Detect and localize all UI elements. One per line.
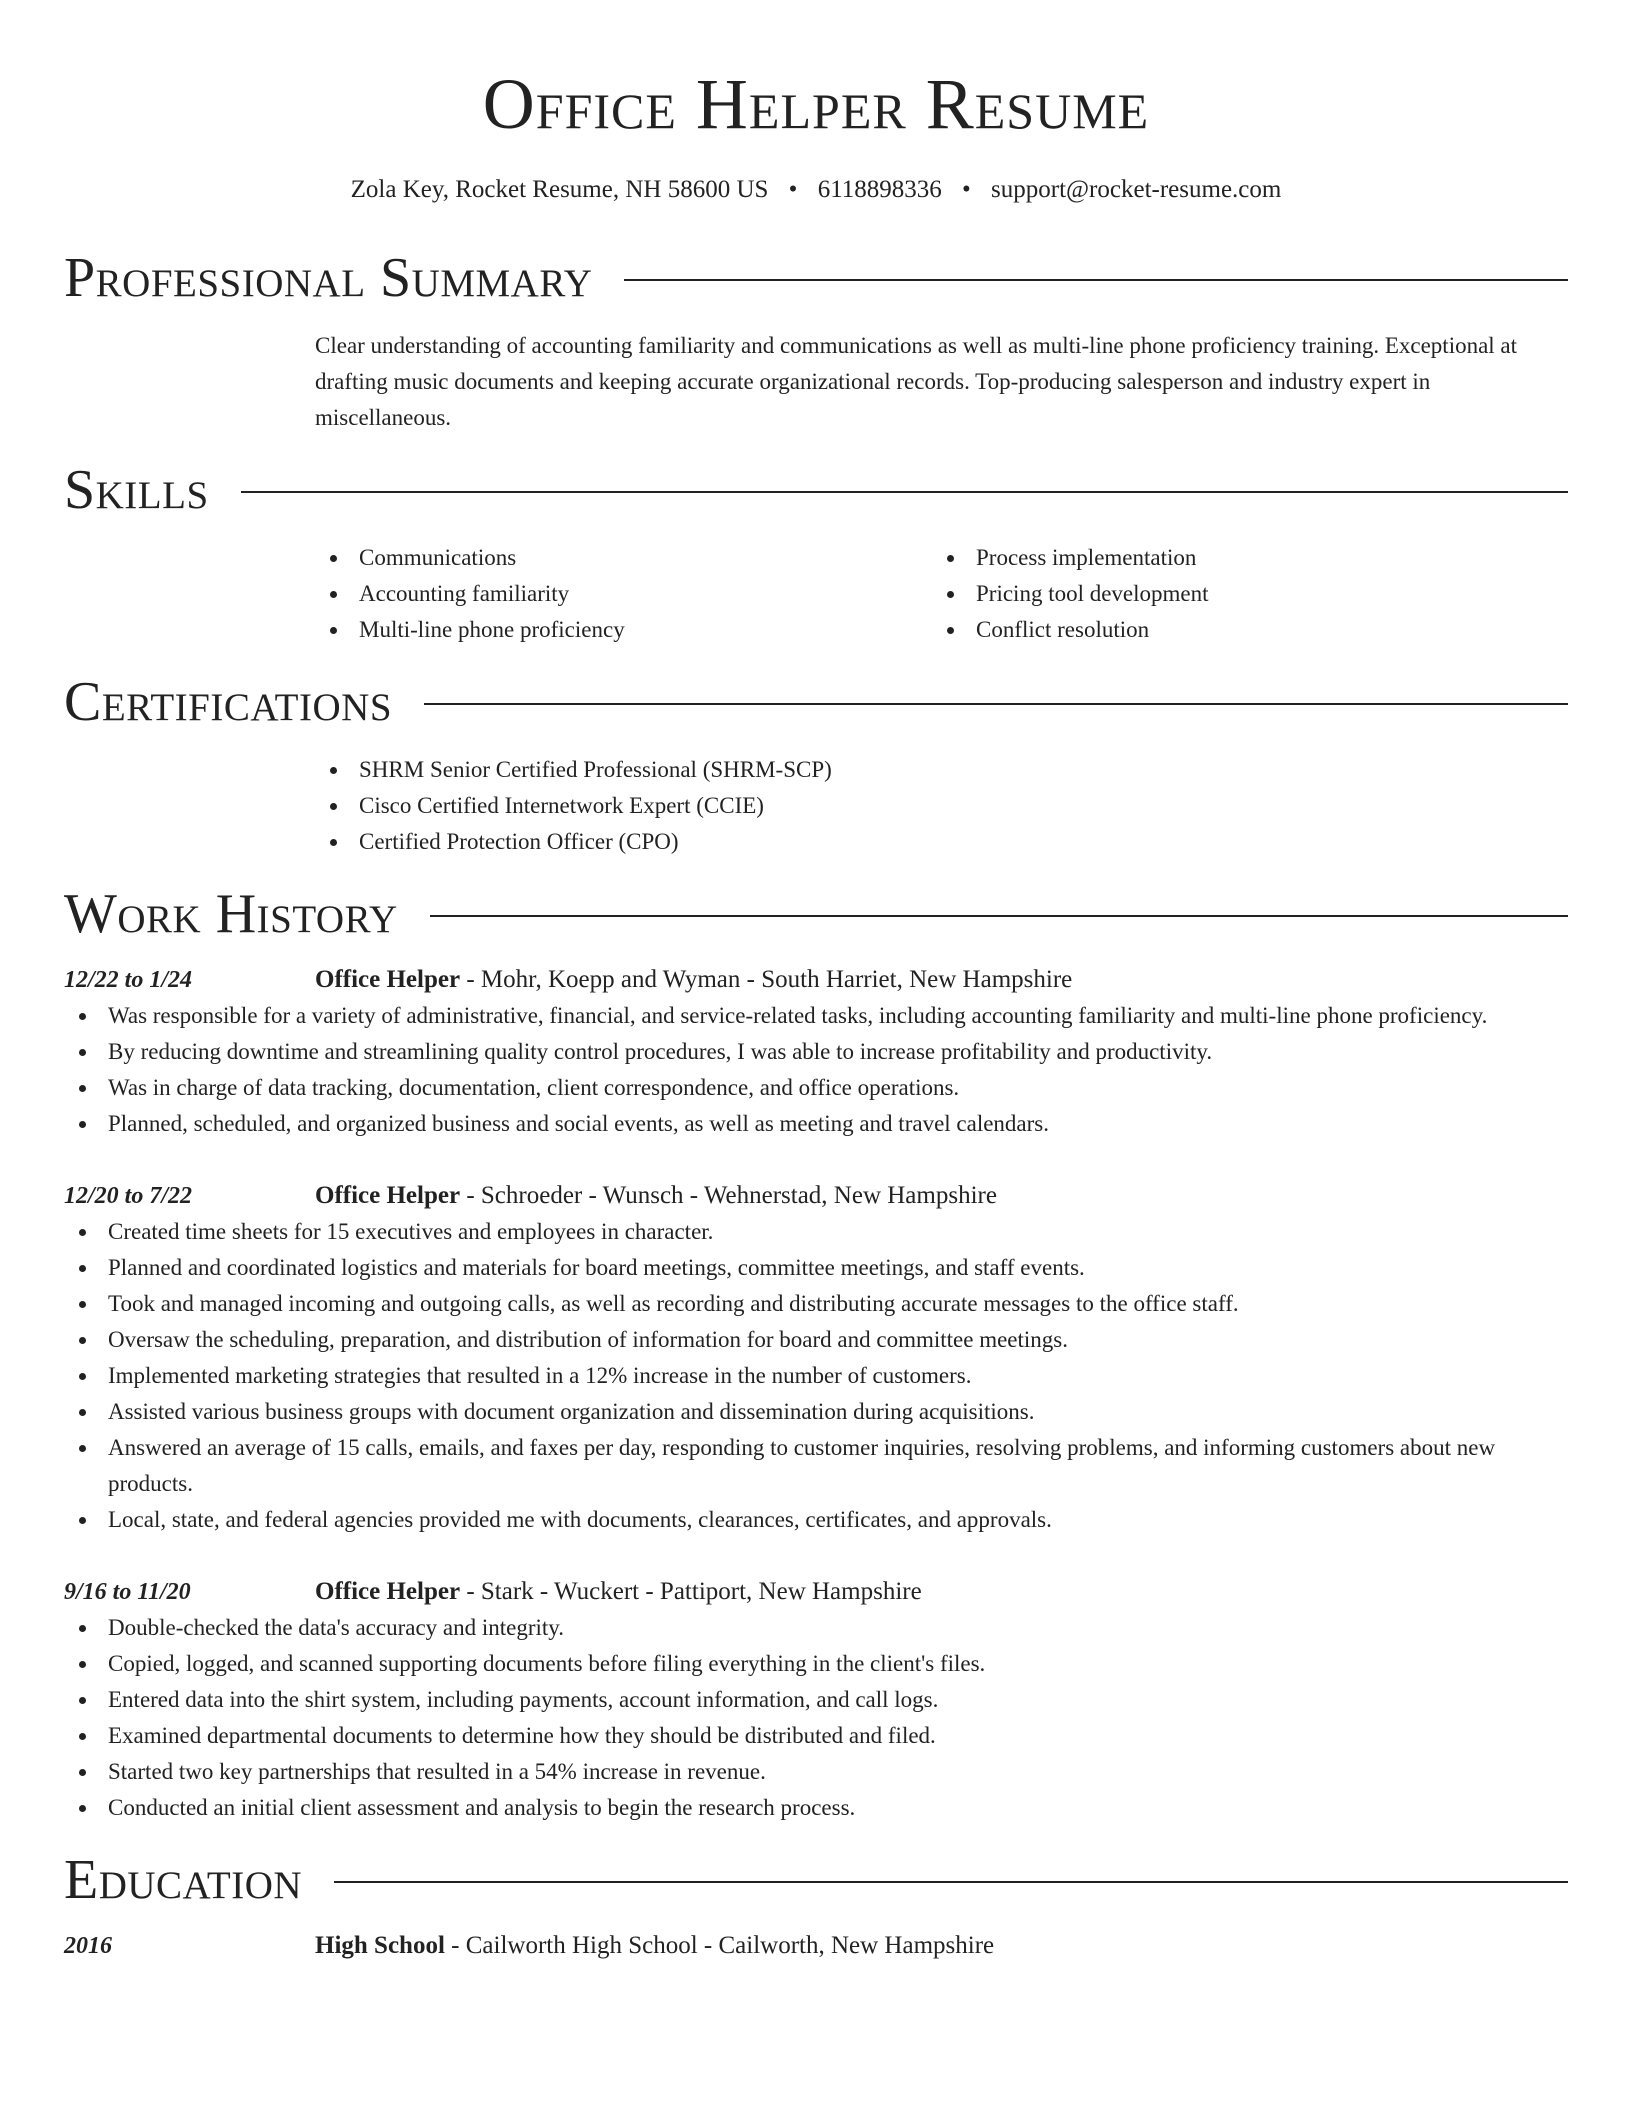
- job-bullet-text: Conducted an initial client assessment and analysis to begin the research process.: [108, 1795, 856, 1820]
- skill-label: Conflict resolution: [976, 617, 1150, 642]
- section-divider: [624, 279, 1568, 281]
- section-divider: [241, 491, 1568, 493]
- job-bullet-text: Planned and coordinated logistics and materials for board meetings, committee meetings, and staff events.: [108, 1255, 1085, 1280]
- skills-section-header: [64, 458, 1568, 522]
- contact-separator: •: [962, 176, 971, 203]
- bullet-icon: [79, 1733, 86, 1740]
- skills-list-left: [315, 540, 932, 648]
- bullet-icon: [79, 1229, 86, 1236]
- bullet-icon: [330, 627, 337, 634]
- bullet-icon: [79, 1265, 86, 1272]
- bullet-icon: [79, 1661, 86, 1668]
- contact-line: [64, 174, 1568, 206]
- job-employer: - Schroeder - Wunsch - Wehnerstad, New Hampshire: [460, 1182, 997, 1209]
- education-heading-line: [315, 1928, 1568, 1964]
- job-employer: - Stark - Wuckert - Pattiport, New Hampshire: [460, 1578, 922, 1605]
- certification-label: Cisco Certified Internetwork Expert (CCIE): [359, 793, 764, 818]
- job-bullet-text: Local, state, and federal agencies provided me with documents, clearances, certificates, and approvals.: [108, 1507, 1052, 1532]
- job-bullet-text: Answered an average of 15 calls, emails, and faxes per day, responding to customer inquiries, resolving problems, and informing customers about new products.: [108, 1435, 1496, 1496]
- education-section-header: [64, 1848, 1568, 1912]
- bullet-icon: [79, 1697, 86, 1704]
- list-item: [315, 612, 932, 648]
- bullet-icon: [330, 555, 337, 562]
- job-bullet-text: Was in charge of data tracking, documentation, client correspondence, and office operations.: [108, 1075, 960, 1100]
- list-item: [64, 998, 1568, 1034]
- bullet-icon: [79, 1085, 86, 1092]
- list-item: [932, 612, 1549, 648]
- bullet-icon: [330, 767, 337, 774]
- education-entry: [64, 1928, 1568, 1964]
- list-item: [64, 1718, 1568, 1754]
- list-item: [315, 824, 1568, 860]
- list-item: [932, 576, 1549, 612]
- section-divider: [430, 915, 1568, 917]
- list-item: [64, 1322, 1568, 1358]
- bullet-icon: [79, 1517, 86, 1524]
- bullet-icon: [79, 1409, 86, 1416]
- list-item: [64, 1214, 1568, 1250]
- bullet-icon: [330, 591, 337, 598]
- job-date: 12/22 to 1/24: [64, 967, 193, 993]
- job-entry: [64, 1574, 1568, 1826]
- job-bullet-text: Was responsible for a variety of administrative, financial, and service-related tasks, including accounting familiarity and multi-line phone proficiency.: [108, 1003, 1488, 1028]
- skills-list-right: [932, 540, 1549, 648]
- bullet-icon: [79, 1445, 86, 1452]
- list-item: [64, 1358, 1568, 1394]
- job-title: Office Helper: [315, 966, 461, 993]
- list-item: [64, 1790, 1568, 1826]
- job-bullet-text: Examined departmental documents to determine how they should be distributed and filed.: [108, 1723, 936, 1748]
- certification-label: SHRM Senior Certified Professional (SHRM-SCP): [359, 757, 832, 782]
- contact-phone[interactable]: 6118898336: [817, 176, 942, 203]
- bullet-icon: [79, 1769, 86, 1776]
- list-item: [315, 788, 1568, 824]
- list-item: [64, 1250, 1568, 1286]
- job-title: Office Helper: [315, 1578, 461, 1605]
- bullet-icon: [947, 627, 954, 634]
- resume-page: [64, 0, 1568, 1964]
- list-item: [64, 1646, 1568, 1682]
- education-date: 2016: [64, 1933, 112, 1959]
- job-bullet-text: Created time sheets for 15 executives and employees in character.: [108, 1219, 714, 1244]
- skill-label: Communications: [359, 545, 517, 570]
- bullet-icon: [79, 1373, 86, 1380]
- resume-title: Office Helper Resume: [482, 64, 1150, 144]
- bullet-icon: [330, 839, 337, 846]
- summary-heading: Professional Summary: [64, 247, 593, 309]
- bullet-icon: [79, 1049, 86, 1056]
- summary-text: Clear understanding of accounting familiarity and communications as well as multi-line phone proficiency training. Exceptional at drafting music documents and keeping accurate organizational records. Top-producing salesperson and industry expert in miscellaneous.: [315, 333, 1518, 430]
- work-heading: Work History: [64, 883, 398, 945]
- bullet-icon: [947, 555, 954, 562]
- list-item: [315, 540, 932, 576]
- skill-label: Process implementation: [976, 545, 1197, 570]
- certification-label: Certified Protection Officer (CPO): [359, 829, 679, 854]
- bullet-icon: [79, 1121, 86, 1128]
- job-entry: [64, 962, 1568, 1142]
- certifications-heading: Certifications: [64, 671, 393, 733]
- skill-label: Accounting familiarity: [359, 581, 570, 606]
- job-bullet-text: Double-checked the data's accuracy and integrity.: [108, 1615, 565, 1640]
- section-divider: [334, 1881, 1568, 1883]
- bullet-icon: [79, 1625, 86, 1632]
- job-bullet-text: Assisted various business groups with document organization and dissemination during acquisitions.: [108, 1399, 1035, 1424]
- skill-label: Multi-line phone proficiency: [359, 617, 625, 642]
- list-item: [64, 1394, 1568, 1430]
- certifications-section: [315, 752, 1568, 860]
- list-item: [64, 1610, 1568, 1646]
- list-item: [64, 1106, 1568, 1142]
- summary-section: [315, 328, 1568, 436]
- bullet-icon: [79, 1805, 86, 1812]
- list-item: [64, 1682, 1568, 1718]
- skills-grid: [315, 540, 1568, 648]
- list-item: [64, 1754, 1568, 1790]
- job-heading: [315, 1574, 1568, 1610]
- job-bullet-text: Planned, scheduled, and organized business and social events, as well as meeting and travel calendars.: [108, 1111, 1050, 1136]
- job-bullets: [64, 998, 1568, 1142]
- list-item: [64, 1286, 1568, 1322]
- job-bullet-text: Took and managed incoming and outgoing calls, as well as recording and distributing accurate messages to the office staff.: [108, 1291, 1239, 1316]
- job-bullet-text: Started two key partnerships that resulted in a 54% increase in revenue.: [108, 1759, 766, 1784]
- job-bullet-text: Entered data into the shirt system, including payments, account information, and call logs.: [108, 1687, 939, 1712]
- job-bullet-text: Oversaw the scheduling, preparation, and distribution of information for board and committee meetings.: [108, 1327, 1068, 1352]
- certifications-list: [315, 752, 1568, 860]
- bullet-icon: [79, 1013, 86, 1020]
- skills-heading: Skills: [64, 459, 209, 521]
- summary-section-header: [64, 246, 1568, 310]
- job-title: Office Helper: [315, 1182, 461, 1209]
- job-bullet-text: Implemented marketing strategies that resulted in a 12% increase in the number of customers.: [108, 1363, 972, 1388]
- job-heading: [315, 962, 1568, 998]
- education-school: - Cailworth High School - Cailworth, New Hampshire: [444, 1932, 995, 1959]
- list-item: [64, 1502, 1568, 1538]
- job-bullet-text: Copied, logged, and scanned supporting documents before filing everything in the client's files.: [108, 1651, 986, 1676]
- job-bullet-text: By reducing downtime and streamlining quality control procedures, I was able to increase profitability and productivity.: [108, 1039, 1213, 1064]
- job-employer: - Mohr, Koepp and Wyman - South Harriet, New Hampshire: [460, 966, 1073, 993]
- list-item: [932, 540, 1549, 576]
- bullet-icon: [79, 1337, 86, 1344]
- job-bullets: [64, 1610, 1568, 1826]
- job-date: 9/16 to 11/20: [64, 1579, 191, 1605]
- list-item: [315, 576, 932, 612]
- skills-section: [315, 540, 1568, 648]
- skill-label: Pricing tool development: [976, 581, 1209, 606]
- bullet-icon: [947, 591, 954, 598]
- contact-address: Zola Key, Rocket Resume, NH 58600 US: [350, 176, 769, 203]
- list-item: [64, 1430, 1568, 1502]
- job-entry: [64, 1178, 1568, 1538]
- section-divider: [424, 703, 1568, 705]
- education-heading: Education: [64, 1849, 303, 1911]
- job-date: 12/20 to 7/22: [64, 1183, 193, 1209]
- list-item: [64, 1034, 1568, 1070]
- bullet-icon: [79, 1301, 86, 1308]
- bullet-icon: [330, 803, 337, 810]
- education-title: High School: [315, 1932, 445, 1959]
- list-item: [315, 752, 1568, 788]
- job-bullets: [64, 1214, 1568, 1538]
- work-section-header: [64, 882, 1568, 946]
- list-item: [64, 1070, 1568, 1106]
- contact-separator: •: [788, 176, 798, 203]
- contact-email[interactable]: support@rocket-resume.com: [991, 176, 1282, 203]
- job-heading: [315, 1178, 1568, 1214]
- certifications-section-header: [64, 670, 1568, 734]
